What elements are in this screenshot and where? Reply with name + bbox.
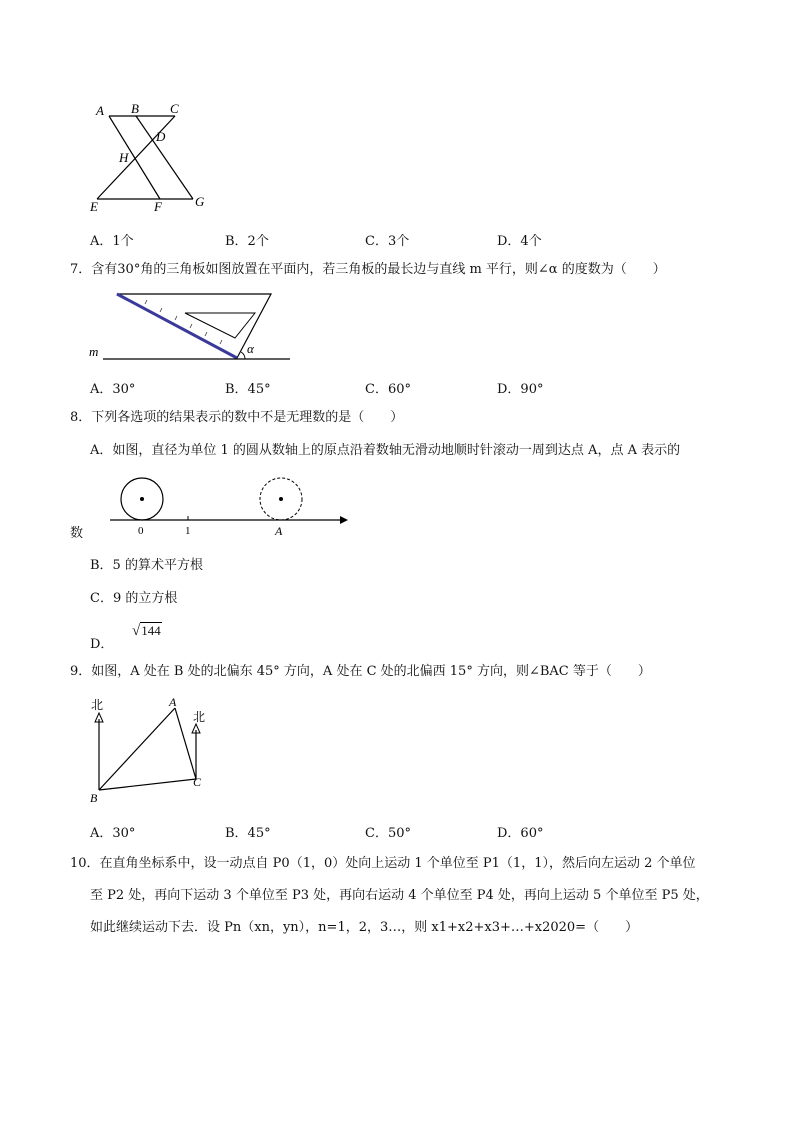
q9-option-d: D．60° [497, 826, 544, 841]
q8-option-c: C．9 的立方根 [90, 591, 178, 606]
q8-number: 8． [70, 410, 92, 425]
q9-text: 如图，A 处在 B 处的北偏东 45° 方向，A 处在 C 处的北偏西 15° 方向，则∠BAC 等于（ ） [91, 664, 651, 679]
point-H: H [119, 150, 129, 165]
point-C: C [170, 101, 179, 116]
point-F: F [154, 199, 162, 214]
q10-line-3: 如此继续运动下去．设 Pn（xn，yn），n=1，2，3…，则 x1+x2+x3+…+x2020=（ ） [90, 920, 639, 935]
q7-text: 含有30°角的三角板如图放置在平面内，若三角板的最长边与直线 m 平行，则∠α 的度数为（ ） [91, 262, 666, 277]
point-A: A [169, 695, 177, 709]
set-square-figure [85, 288, 295, 364]
q9-number: 9． [70, 664, 92, 679]
point-G: G [195, 194, 205, 209]
q8-stem [70, 410, 403, 426]
north-label-left: 北 [91, 698, 104, 712]
q8-option-b: B．5 的算术平方根 [90, 558, 203, 573]
axis-label-one: 1 [185, 525, 191, 537]
q9-option-b: B．45° [225, 826, 271, 841]
q9-option-c: C．50° [365, 826, 411, 841]
radicand: 144 [141, 623, 161, 638]
number-line-figure [105, 472, 355, 542]
q8-option-a: A．如图，直径为单位 1 的圆从数轴上的原点沿着数轴无滑动地顺时针滚动一周到达点 A，点 A 表示的 [90, 443, 681, 458]
point-A: A [96, 103, 104, 118]
q7-option-c: C．60° [365, 382, 411, 397]
line-m-label: m [89, 344, 99, 359]
q9-stem [70, 664, 651, 680]
q8-option-d-radical: √144 [132, 623, 161, 639]
q10-number: 10． [70, 856, 100, 871]
q6-option-c: C．3个 [365, 234, 410, 249]
angle-alpha-label: α [247, 341, 254, 356]
q10-line-1 [70, 856, 696, 872]
q6-option-b: B．2个 [225, 234, 269, 249]
q7-stem [70, 262, 666, 278]
q8-option-d-prefix: D． [90, 637, 114, 652]
q8-text: 下列各选项的结果表示的数中不是无理数的是（ ） [91, 410, 404, 425]
north-label-right: 北 [193, 710, 206, 724]
point-B: B [131, 101, 139, 116]
q8-option-a-continued: 数 [70, 526, 84, 541]
q7-number: 7． [70, 262, 92, 277]
point-D: D [156, 129, 166, 144]
q9-option-a: A．30° [90, 826, 136, 841]
point-C: C [193, 775, 202, 789]
q6-option-d: D．4个 [497, 234, 542, 249]
q7-option-b: B．45° [225, 382, 271, 397]
axis-label-A: A [275, 524, 283, 538]
q6-option-a: A．1个 [90, 234, 134, 249]
q10-text-1: 在直角坐标系中，设一动点自 P0（1，0）处向上运动 1 个单位至 P1（1，1），然后向左运动 2 个单位 [99, 856, 696, 871]
bearing-figure [85, 693, 225, 808]
q7-option-d: D．90° [497, 382, 544, 397]
q10-line-2: 至 P2 处，再向下运动 3 个单位至 P3 处，再向右运动 4 个单位至 P4 处，再向上运动 5 个单位至 P5 处， [90, 888, 709, 903]
point-B: B [90, 791, 98, 805]
axis-label-zero: 0 [138, 525, 144, 537]
point-E: E [90, 199, 98, 214]
q7-option-a: A．30° [90, 382, 136, 397]
parallel-lines-figure [85, 100, 215, 215]
